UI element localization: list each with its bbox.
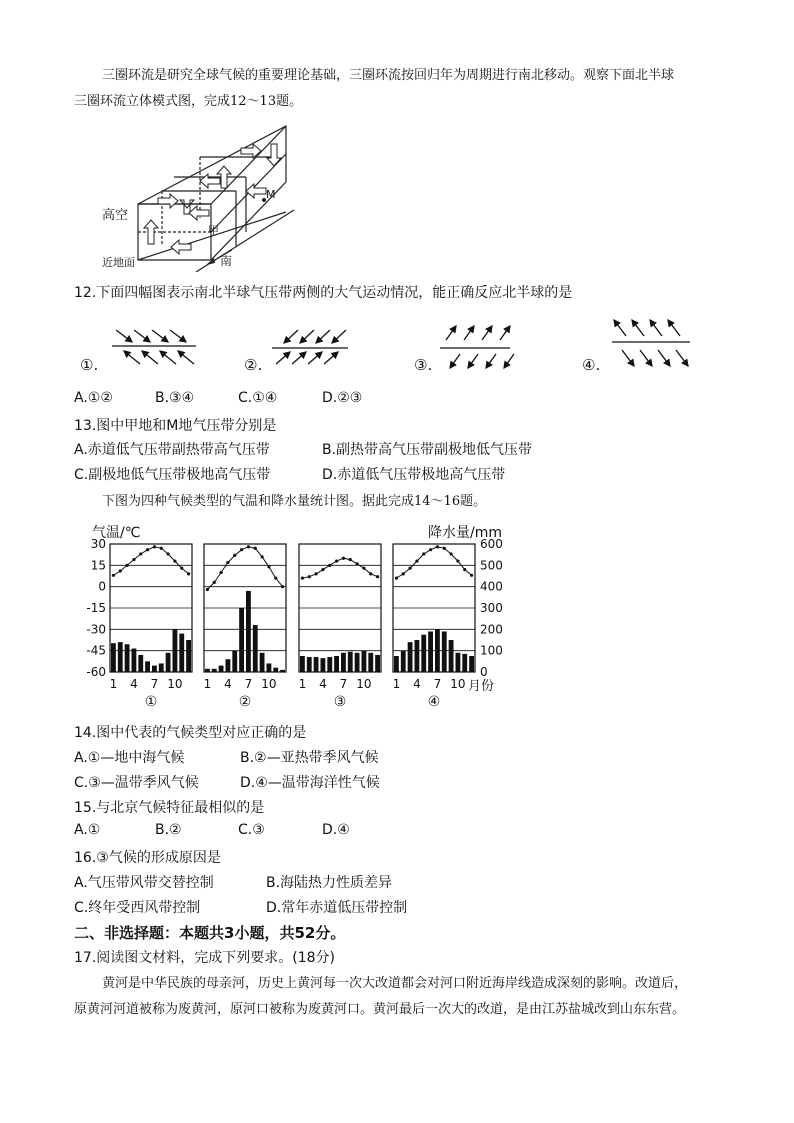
temperature-point xyxy=(240,548,243,551)
temperature-point xyxy=(342,557,345,560)
month-tick-label: 1 xyxy=(109,677,118,691)
q15-option-a[interactable]: A.① xyxy=(74,822,101,838)
precip-bar xyxy=(469,656,474,672)
q15-option-c[interactable]: C.③ xyxy=(238,822,265,838)
temperature-point xyxy=(153,545,156,548)
panel-label: ③ xyxy=(333,694,347,710)
q16-option-b[interactable]: B.海陆热力性质差异 xyxy=(266,875,393,891)
x-axis-label: 月份 xyxy=(468,679,495,694)
temperature-point xyxy=(281,585,284,588)
precip-bar xyxy=(348,652,353,672)
temp-tick-label: 0 xyxy=(98,579,106,594)
precip-bar xyxy=(219,666,224,672)
temperature-line xyxy=(396,547,471,578)
q17-paragraph-line-1: 黄河是中华民族的母亲河，历史上黄河每一次大改道都会对河口附近海岸线造成深刻的影响。改道后， xyxy=(102,976,688,991)
q12-mark-4: ④. xyxy=(582,356,601,374)
temperature-point xyxy=(301,577,304,580)
precip-bar xyxy=(260,653,265,672)
month-tick-label: 7 xyxy=(244,677,253,691)
month-tick-label: 10 xyxy=(450,677,466,691)
precip-bar xyxy=(111,643,116,672)
q14-option-c[interactable]: C.③—温带季风气候 xyxy=(74,775,199,791)
panel-label: ② xyxy=(238,694,252,710)
temperature-point xyxy=(139,552,142,555)
precip-bar xyxy=(226,659,231,672)
question-12-stem: 12.下面四幅图表示南北半球气压带两侧的大气运动情况，能正确反应北半球的是 xyxy=(74,285,573,301)
temperature-point xyxy=(308,575,311,578)
q12-option-a[interactable]: A.①② xyxy=(74,390,113,406)
precip-bar xyxy=(173,629,178,672)
q12-option-d[interactable]: D.②③ xyxy=(322,390,363,406)
question-13-stem: 13.图中甲地和M地气压带分别是 xyxy=(74,418,277,434)
month-tick-label: 4 xyxy=(319,677,327,691)
precip-bar xyxy=(428,631,433,672)
temperature-point xyxy=(314,572,317,575)
q16-option-a[interactable]: A.气压带风带交替控制 xyxy=(74,875,214,891)
temperature-point xyxy=(456,559,459,562)
intro-text-line-1: 三圈环流是研究全球气候的重要理论基础，三圈环流按回归年为周期进行南北移动。观察下面北半球 xyxy=(102,68,675,83)
precip-bar xyxy=(232,651,237,672)
temperature-point xyxy=(408,567,411,570)
question-17-stem: 17.阅读图文材料，完成下列要求。(18分) xyxy=(74,950,336,966)
q13-option-d[interactable]: D.赤道低气压带极地高气压带 xyxy=(322,467,506,483)
precip-bar xyxy=(166,653,171,672)
temperature-point xyxy=(429,548,432,551)
q12-pressure-diagrams xyxy=(100,318,720,378)
section-2-heading: 二、非选择题：本题共3小题，共52分。 xyxy=(74,924,346,942)
question-15-stem: 15.与北京气候特征最相似的是 xyxy=(74,800,265,816)
q12-mark-1: ①. xyxy=(80,356,99,374)
month-tick-label: 10 xyxy=(261,677,277,691)
precip-tick-label: 400 xyxy=(480,579,503,594)
temperature-point xyxy=(119,569,122,572)
temperature-point xyxy=(125,564,128,567)
precip-bar xyxy=(334,656,339,672)
q15-option-d[interactable]: D.④ xyxy=(322,822,350,838)
temperature-point xyxy=(463,568,466,571)
precip-bar xyxy=(401,651,406,672)
temperature-point xyxy=(274,577,277,580)
precip-tick-label: 100 xyxy=(480,643,503,658)
temperature-point xyxy=(395,577,398,580)
q13-option-b[interactable]: B.副热带高气压带副极地低气压带 xyxy=(322,442,533,458)
month-tick-label: 1 xyxy=(298,677,307,691)
temperature-point xyxy=(402,572,405,575)
q12-option-c[interactable]: C.①④ xyxy=(238,390,278,406)
precip-bar xyxy=(456,653,461,672)
temperature-point xyxy=(328,564,331,567)
precip-bar xyxy=(212,669,217,672)
precip-bar xyxy=(118,642,123,672)
precip-bar xyxy=(435,629,440,672)
q14-option-a[interactable]: A.①—地中海气候 xyxy=(74,750,185,766)
precip-bar xyxy=(179,634,184,672)
q12-mark-2: ②. xyxy=(244,356,263,374)
temperature-point xyxy=(233,554,236,557)
temperature-point xyxy=(146,548,149,551)
q15-option-b[interactable]: B.② xyxy=(155,822,182,838)
temperature-line xyxy=(207,547,282,590)
label-near-ground: 近地面 xyxy=(102,256,135,269)
q13-option-a[interactable]: A.赤道低气压带副热带高气压带 xyxy=(74,442,270,458)
precip-bar xyxy=(186,640,191,672)
precip-bar xyxy=(462,654,467,672)
temperature-point xyxy=(187,572,190,575)
panel-label: ④ xyxy=(427,694,441,710)
temperature-point xyxy=(260,555,263,558)
precip-bar xyxy=(307,657,312,672)
temperature-line xyxy=(113,547,188,576)
precip-bar xyxy=(267,663,272,672)
q17-paragraph-line-2: 原黄河河道被称为废黄河，原河口被称为废黄河口。黄河最后一次大的改道，是由江苏盐城改到山东东营。 xyxy=(74,1002,686,1017)
temperature-point xyxy=(349,558,352,561)
month-tick-label: 4 xyxy=(130,677,138,691)
temperature-point xyxy=(132,558,135,561)
temperature-point xyxy=(112,574,115,577)
precip-bar xyxy=(355,653,360,672)
temperature-point xyxy=(160,547,163,550)
label-m: M xyxy=(266,188,276,201)
precip-bar xyxy=(362,651,367,672)
temperature-point xyxy=(267,565,270,568)
temperature-point xyxy=(247,545,250,548)
chart-right-axis-label: 降水量/mm xyxy=(428,525,502,541)
temperature-point xyxy=(355,562,358,565)
precip-bar xyxy=(159,663,164,672)
label-high-altitude: 高空 xyxy=(102,208,129,223)
temp-tick-label: -15 xyxy=(86,601,106,615)
precip-tick-label: 200 xyxy=(480,622,503,637)
climate-chart xyxy=(80,530,520,710)
precip-bar xyxy=(125,644,130,672)
question-14-stem: 14.图中代表的气候类型对应正确的是 xyxy=(74,725,307,741)
precip-bar xyxy=(408,642,413,672)
precip-bar xyxy=(239,608,244,672)
temp-tick-label: -30 xyxy=(86,622,106,637)
precip-tick-label: 600 xyxy=(480,537,503,551)
precip-bar xyxy=(132,649,137,672)
temperature-point xyxy=(369,572,372,575)
precip-bar xyxy=(321,658,326,672)
precip-bar xyxy=(152,666,157,672)
temperature-point xyxy=(470,574,473,577)
temp-tick-label: -45 xyxy=(86,643,106,658)
precip-bar xyxy=(273,668,278,672)
temperature-point xyxy=(254,547,257,550)
month-tick-label: 7 xyxy=(150,677,159,691)
temperature-point xyxy=(362,567,365,570)
precip-bar xyxy=(253,625,258,672)
temp-tick-label: -60 xyxy=(86,665,106,679)
label-south: 南 xyxy=(220,254,233,268)
precip-bar xyxy=(280,670,285,672)
intro-text-climate: 下图为四种气候类型的气温和降水量统计图。据此完成14～16题。 xyxy=(102,494,487,509)
month-tick-label: 10 xyxy=(167,677,183,691)
temperature-point xyxy=(321,568,324,571)
precip-bar xyxy=(341,653,346,672)
precip-bar xyxy=(415,640,420,672)
temperature-point xyxy=(180,567,183,570)
month-tick-label: 1 xyxy=(203,677,212,691)
temperature-point xyxy=(166,552,169,555)
temperature-point xyxy=(422,552,425,555)
q12-option-b[interactable]: B.③④ xyxy=(155,390,195,406)
temperature-point xyxy=(415,559,418,562)
precip-bar xyxy=(300,656,305,672)
precip-bar xyxy=(449,640,454,672)
month-tick-label: 10 xyxy=(356,677,372,691)
temperature-point xyxy=(436,545,439,548)
temperature-point xyxy=(206,588,209,591)
precip-bar xyxy=(145,661,150,672)
q16-option-d[interactable]: D.常年赤道低压带控制 xyxy=(266,900,408,916)
month-tick-label: 4 xyxy=(224,677,232,691)
precip-bar xyxy=(205,669,210,672)
precip-bar xyxy=(327,657,332,672)
precip-tick-label: 500 xyxy=(480,558,503,573)
precip-bar xyxy=(246,591,251,672)
intro-text-line-2: 三圈环流立体模式图，完成12～13题。 xyxy=(74,94,303,109)
temperature-point xyxy=(226,561,229,564)
temp-tick-label: 15 xyxy=(90,558,106,573)
precip-bar xyxy=(394,656,399,672)
month-tick-label: 1 xyxy=(392,677,401,691)
temperature-point xyxy=(213,581,216,584)
temperature-line xyxy=(302,558,377,578)
temperature-point xyxy=(449,552,452,555)
month-tick-label: 7 xyxy=(433,677,442,691)
temperature-point xyxy=(173,559,176,562)
panel-label: ① xyxy=(144,694,158,710)
q14-option-d[interactable]: D.④—温带海洋性气候 xyxy=(240,775,380,791)
q14-option-b[interactable]: B.②—亚热带季风气候 xyxy=(240,750,379,766)
month-tick-label: 7 xyxy=(339,677,348,691)
q16-option-c[interactable]: C.终年受西风带控制 xyxy=(74,900,201,916)
label-jia: 甲 xyxy=(208,224,219,237)
temp-tick-label: 30 xyxy=(90,537,106,551)
temperature-point xyxy=(335,559,338,562)
precip-tick-label: 300 xyxy=(480,601,503,615)
precip-bar xyxy=(368,653,373,672)
precip-bar xyxy=(442,631,447,672)
precip-bar xyxy=(138,655,143,672)
precip-bar xyxy=(314,657,319,672)
precip-bar xyxy=(421,635,426,672)
question-16-stem: 16.③气候的形成原因是 xyxy=(74,850,221,866)
month-tick-label: 4 xyxy=(413,677,421,691)
temperature-point xyxy=(376,575,379,578)
temperature-point xyxy=(219,571,222,574)
q12-mark-3: ③. xyxy=(414,356,433,374)
q13-option-c[interactable]: C.副极地低气压带极地高气压带 xyxy=(74,467,271,483)
precip-bar xyxy=(375,655,380,672)
chart-left-axis-label: 气温/℃ xyxy=(92,525,141,541)
temperature-point xyxy=(443,547,446,550)
precip-tick-label: 0 xyxy=(480,665,488,679)
